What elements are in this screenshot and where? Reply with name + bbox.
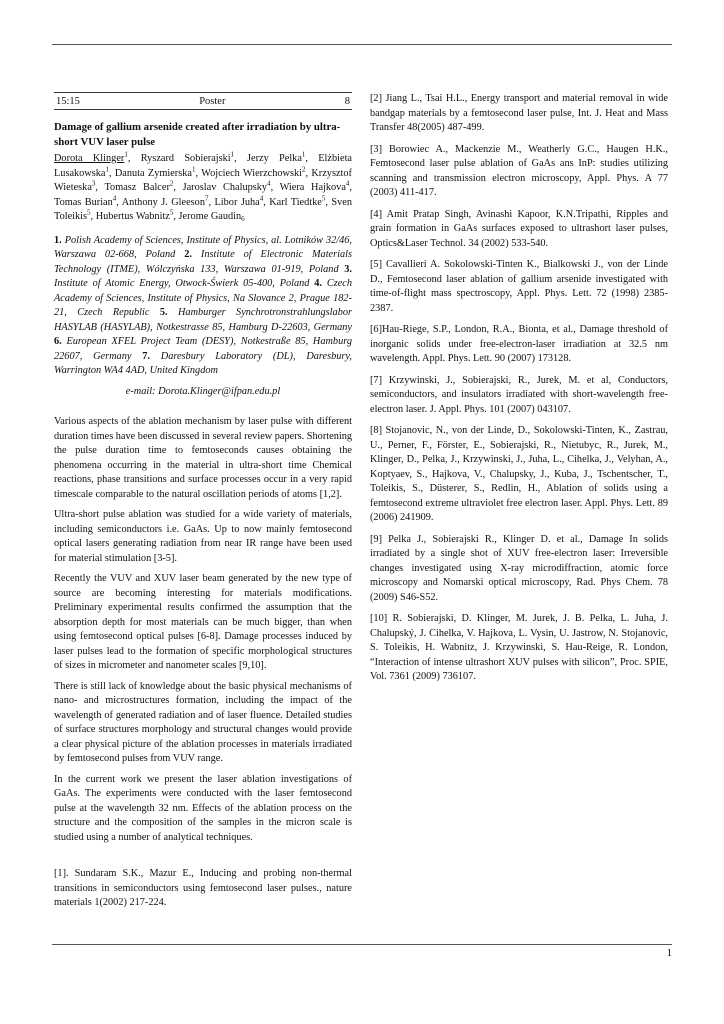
affiliation-number: 2. (184, 249, 192, 260)
affiliation-text: Polish Academy of Sciences, Institute of Physics, al. Lotników 32/46, Warszawa 02-668, Poland (54, 234, 352, 260)
author: Dorota Klinger$^1$ (54, 150, 128, 164)
reference-item: [4] Amit Pratap Singh, Avinashi Kapoor, K.N.Tripathi, Ripples and grain formation in GaAs surfaces exposed to ultrashort laser pulses, Optics&Laser Technol. 34 (2002) 533-540. (370, 208, 668, 249)
author: Elżbieta Lusakowska$^1$ (54, 153, 352, 179)
author: Wiera Hajkova$^4$ (279, 179, 350, 193)
body-paragraph: There is still lack of knowledge about the basic physical mechanisms of nano- and microstructures formation, including the impact of the wavelength of generated radiation and of laser fluence. Detailed studies of surface structures morphology and structural changes would provide a clear physical picture of the ablation processes in materials irradiated by femtosecond pulses from VUV range. (54, 680, 352, 764)
right-column (370, 92, 668, 692)
reference-item: [9] Pelka J., Sobierajski R., Klinger D. et al., Damage In solids irradiated by a single shot of XUV free-electron laser: Irreversible changes investigated using X-ray microdiffraction, atomic force microscopy and Nomarski optical microscopy, Rad. Phys Chem. 78 (2009) S46-S52. (370, 533, 668, 603)
session-time: 15:15 (56, 96, 80, 107)
body-paragraph: In the current work we present the laser ablation investigations of GaAs. The experiments were conducted with the laser femtosecond pulse at the wavelength 32 nm. Effects of the ablation process on the structure and the composition of the samples in the micron scale is studied using a number of analytical techniques. (54, 773, 352, 843)
reference-item: [6]Hau-Riege, S.P., London, R.A., Bionta, et al., Damage threshold of inorganic solids under free-electron-laser irradiation at 32.5 nm wavelength. Appl. Phys. Lett. 90 (2007) 173128. (370, 324, 668, 364)
left-column (54, 92, 352, 921)
abstract-title: Damage of gallium arsenide created after irradiation by ultra-short VUV laser pulse (54, 121, 341, 148)
author: Ryszard Sobierajski$^1$ (140, 150, 235, 164)
reference-item: [8] Stojanovic, N., von der Linde, D., Sokolowski-Tinten, K., Zastrau, U., Perner, F., Förster, E., Sobierajski, R., Nietubyc, R., Jurek, M., Klinger, D., Pelka, J., Krzywinski, J., Juha, L., Cihelka, J., Velyhan, A., Koptyaev, S., Hajkova, V., Chalupsky, J., Kuba, J., Tschentscher, T., Toleikis, S., Düsterer, S., Redlin, H., Ablation of solids using a femtosecond extreme ultraviolet free electron laser. Appl. Phys. Lett. 89 (2006) 241909. (370, 425, 668, 523)
affiliations (54, 234, 352, 379)
author: Karl Tiedtke$^5$ (269, 194, 326, 208)
page-number: 1 (666, 947, 672, 959)
author: Hubertus Wabnitz$^5$ (95, 208, 174, 222)
reference-item: [1]. Sundaram S.K., Mazur E., Inducing and probing non-thermal transitions in semiconductors using femtosecond laser pulses., nature materials 1(2002) 217-224. (54, 868, 352, 908)
author: Anthony J. Gleeson$^7$ (121, 194, 209, 208)
body-paragraph: Ultra-short pulse ablation was studied for a wide variety of materials, including semiconductors i.e. GaAs. Up to now mainly femtosecond optical lasers generating radiation from near IR range have been used for material stimulation [3-5]. (54, 509, 352, 564)
author-list: Dorota Klinger$^1$, Ryszard Sobierajski$^1$, Jerzy Pelka$^1$, Elżbieta Lusakowska$^1$, Danuta Zymierska$^1$, Wojciech Wierzchowski$^2$, Krzysztof Wieteska$^3$, Tomasz Balcer$^2$, Jaroslav Chalupsky$^4$, Wiera Hajkova$^4$, Tomas Burian$^4$, Anthony J. Gleeson$^7$, Libor Juha$^4$, Karl Tiedtke$^5$, Sven Toleikis$^5$, Hubertus Wabnitz$^5$, Jerome Gaudin6 (54, 150, 352, 223)
affiliation-number: 6. (54, 336, 62, 347)
affiliation-number: 7. (142, 350, 150, 362)
session-type: Poster (199, 96, 226, 107)
affiliation-number: 5. (159, 307, 168, 318)
session-header (54, 92, 352, 110)
reference-item: [10] R. Sobierajski, D. Klinger, M. Jurek, J. B. Pelka, L. Juha, J. Chalupský, J. Cihelka, V. Hajkova, L. Vysin, U. Jastrow, N. Stojanovic, S. Toleikis, H. Wabnitz, J. Krzywinski, S. Hau-Reige, R. London, “Interaction of intense ultrashort XUV pulses with silicon”, Proc. SPIE, Vol. 7361 (2009) 736107. (370, 613, 668, 682)
affiliation-number: 3. (344, 263, 352, 275)
author: Jaroslav Chalupsky$^4$ (182, 179, 271, 193)
reference-item: [2] Jiang L., Tsai H.L., Energy transport and material removal in wide bandgap materials by a femtosecond laser pulse, Int. J. Heat and Mass Transfer 48(2005) 487-499. (370, 93, 668, 133)
affiliation-number: 4. (314, 278, 322, 289)
author: Wojciech Wierzchowski$^2$ (201, 165, 306, 179)
affiliation-number: 1. (54, 234, 62, 246)
author: Sven Toleikis$^5$ (54, 196, 352, 222)
body-paragraph: Various aspects of the ablation mechanism by laser pulse with different duration times have been discussed in several review papers. Shortening the pulse duration time to femtoseconds causes obtaining the phenomena occurring in the material in ultra-short time Chemical reactions, phase transitions and surface processes occur in a very rapid timescale comparable to the natural oscillation periods of atoms [1,2]. (54, 416, 352, 500)
reference-item: [5] Cavallieri A. Sokolowski-Tinten K., Bialkowski J., von der Linde D., Femtosecond laser ablation of gallium arsenide investigated with time-of-flight mass spectroscopy, Appl. Phys. Lett. 72 (1998) 2385-2387. (370, 259, 668, 314)
author: Danuta Zymierska$^1$ (114, 165, 196, 179)
affiliation-text: European XFEL Project Team (DESY), Notkestraße 85, Hamburg 22607, Germany (54, 336, 352, 362)
bottom-rule (52, 944, 672, 945)
author: Jerome Gaudin6 (178, 211, 245, 223)
reference-item: [7] Krzywinski, J., Sobierajski, R., Jurek, M. et al, Conductors, semiconductors, and insulators irradiated with short-wavelength free-electron laser. J. Appl. Phys. 101 (2007) 043107. (370, 374, 668, 415)
reference-item: [3] Borowiec A., Mackenzie M., Weatherly G.C., Haugen H.K., Femtosecond laser pulse ablation of GaAs ans InP: studies utilizing scanning and transmission electron microscopy, Appl. Phys. A 77 (2003) 411-417. (370, 143, 668, 198)
author: Krzysztof Wieteska$^3$ (54, 167, 352, 193)
top-rule (52, 44, 672, 45)
body-paragraph: Recently the VUV and XUV laser beam generated by the new type of source are becoming interesting for materials modifications. Preliminary experimental results confirmed the assumption that the absorption depth for most materials can be much bigger, than when using femtosecond optical pulses [6-8]. Damage processes induced by laser pulses lead to the formation of specific morphological structures of sizes in micrometer and nanometer scales [9,10]. (54, 573, 352, 671)
affiliation-text: Czech Academy of Sciences, Institute of Physics, Na Slovance 2, Prague 182-21, Czech Republic (54, 278, 352, 318)
author: Tomasz Balcer$^2$ (104, 179, 174, 193)
affiliation-text: Daresbury Laboratory (DL), Daresbury, Warrington WA4 4AD, United Kingdom (54, 350, 352, 376)
affiliation-text: Institute of Electronic Materials Technology (ITME), Wólczyńska 133, Warszawa 01-919, Poland (54, 249, 353, 275)
author: Jerzy Pelka$^1$ (247, 150, 306, 164)
author: Libor Juha$^4$ (214, 194, 264, 208)
session-number: 8 (344, 96, 350, 107)
author: Tomas Burian$^4$ (54, 194, 117, 208)
affiliation-text: Institute of Atomic Energy, Otwock-Świerk 05-400, Poland (54, 278, 310, 289)
affiliation-text: Hamburger Synchrotronstrahlungslabor HASYLAB (HASYLAB), Notkestrasse 85, Hamburg D-22603, Germany (54, 307, 352, 333)
contact-email: e-mail: Dorota.Klinger@ifpan.edu.pl (125, 385, 281, 397)
